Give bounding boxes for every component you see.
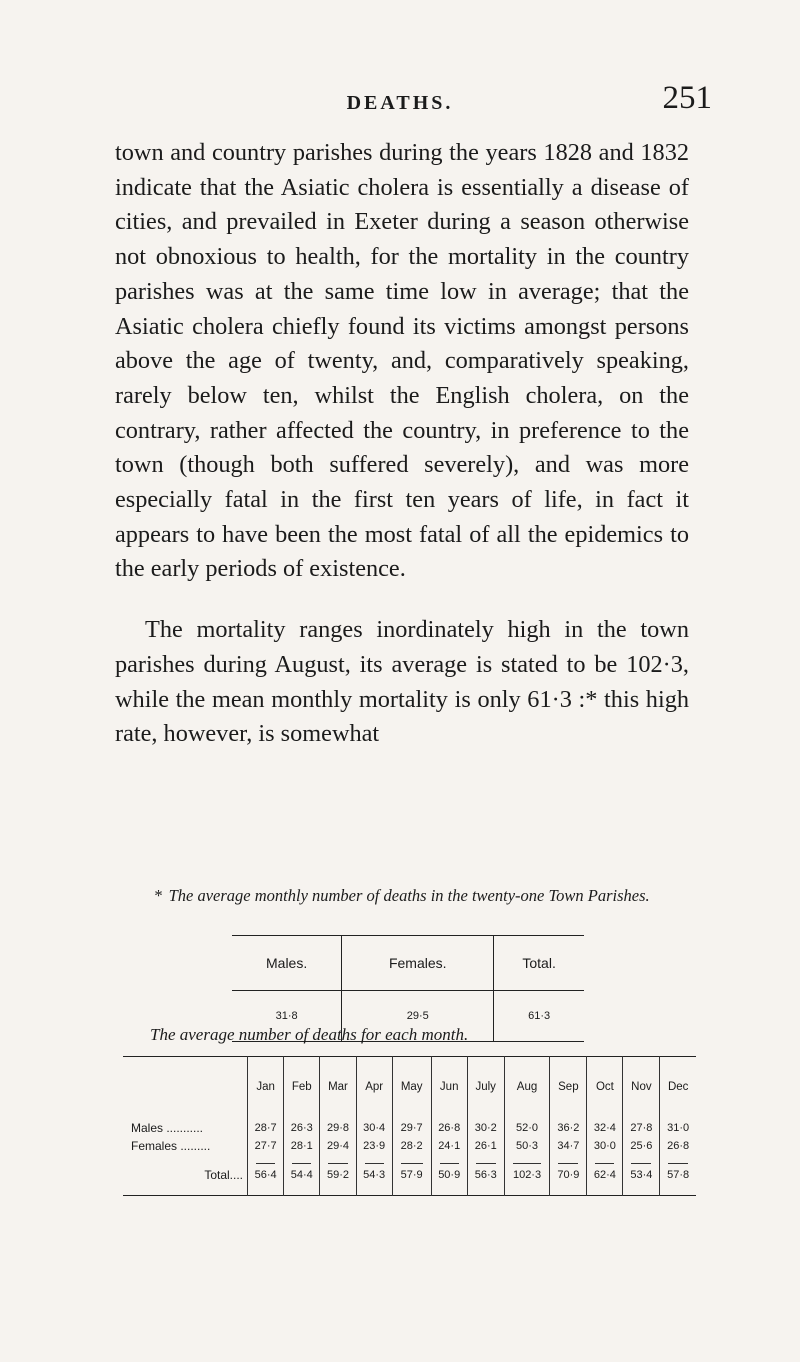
month-header: Nov <box>623 1057 660 1118</box>
corner-cell <box>123 1057 248 1118</box>
table-cell: 29·8 <box>320 1117 356 1137</box>
table-cell: 23·9 <box>356 1137 392 1155</box>
table-cell: 50·3 <box>504 1137 550 1155</box>
table-cell: 54·4 <box>284 1155 320 1196</box>
row-label: Males ........... <box>131 1121 204 1135</box>
table-cell: 30·0 <box>587 1137 623 1155</box>
table-cell: 62·4 <box>587 1155 623 1196</box>
table-cell: 26·3 <box>284 1117 320 1137</box>
paragraph: town and country parishes during the years 1828 and 1832 indicate that the Asiatic cholera is essentially a disease of cities, and prevailed in Exeter during a season otherwise not obnoxious to health, for the mortality in the country parishes was at the same time low in average; that the Asiatic cholera chiefly found its victims amongst persons above the age of twenty, and, comparatively speaking, rarely below ten, whilst the English cholera, on the contrary, rather affected the country, in preference to the town (though both suffered severely), and was more especially fatal in the first ten years of life, in fact it appears to have been the most fatal of all the epidemics to the early periods of existence. <box>115 139 689 583</box>
body-text <box>115 136 689 752</box>
table-cell: 28·1 <box>284 1137 320 1155</box>
table-cell: 102·3 <box>504 1155 550 1196</box>
summary-header: Total. <box>494 936 584 991</box>
table-cell: 28·2 <box>392 1137 431 1155</box>
table-cell: 57·8 <box>660 1155 696 1196</box>
month-header: July <box>467 1057 504 1118</box>
monthly-table <box>123 1056 696 1196</box>
table-cell: 56·4 <box>248 1155 284 1196</box>
table-cell: 24·1 <box>431 1137 467 1155</box>
table-cell: 34·7 <box>550 1137 587 1155</box>
row-label: Total.... <box>204 1168 243 1182</box>
month-header: May <box>392 1057 431 1118</box>
table-row <box>123 1137 696 1155</box>
paragraph: The mortality ranges inordinately high in the town parishes during August, its average is stated to be 102·3, while the mean monthly mortality is only 61·3 :* this high rate, however, is somewhat <box>115 616 689 748</box>
summary-header: Females. <box>342 936 494 991</box>
table-cell: 29·7 <box>392 1117 431 1137</box>
table-cell: 30·4 <box>356 1117 392 1137</box>
table-row <box>123 1155 696 1196</box>
table-cell: 57·9 <box>392 1155 431 1196</box>
table-row <box>123 1117 696 1137</box>
month-header: Mar <box>320 1057 356 1118</box>
summary-value: 29·5 <box>342 991 494 1042</box>
page-number: 251 <box>662 80 712 116</box>
table-cell: 26·1 <box>467 1137 504 1155</box>
table-cell: 28·7 <box>248 1117 284 1137</box>
month-header: Sep <box>550 1057 587 1118</box>
footnote-marker: * <box>154 886 163 905</box>
monthly-table-caption: The average number of deaths for each month. <box>150 1025 469 1044</box>
table-cell: 27·7 <box>248 1137 284 1155</box>
table-cell: 32·4 <box>587 1117 623 1137</box>
summary-value: 31·8 <box>232 991 342 1042</box>
month-header: Apr <box>356 1057 392 1118</box>
month-header: Aug <box>504 1057 550 1118</box>
table-cell: 56·3 <box>467 1155 504 1196</box>
summary-value: 61·3 <box>494 991 584 1042</box>
table-cell: 52·0 <box>504 1117 550 1137</box>
table-cell: 50·9 <box>431 1155 467 1196</box>
table-cell: 70·9 <box>550 1155 587 1196</box>
table-cell: 29·4 <box>320 1137 356 1155</box>
table-cell: 36·2 <box>550 1117 587 1137</box>
table-cell: 31·0 <box>660 1117 696 1137</box>
table-cell: 54·3 <box>356 1155 392 1196</box>
month-header: Feb <box>284 1057 320 1118</box>
month-header: Oct <box>587 1057 623 1118</box>
table-cell: 53·4 <box>623 1155 660 1196</box>
table-cell: 30·2 <box>467 1117 504 1137</box>
running-head: DEATHS. <box>346 92 454 114</box>
table-cell: 59·2 <box>320 1155 356 1196</box>
month-header: Dec <box>660 1057 696 1118</box>
table-cell: 27·8 <box>623 1117 660 1137</box>
row-label: Females ......... <box>131 1139 211 1153</box>
footnote-text: The average monthly number of deaths in the twenty-one Town Parishes. <box>168 886 650 905</box>
table-cell: 26·8 <box>431 1117 467 1137</box>
footnote <box>115 886 689 906</box>
month-header: Jan <box>248 1057 284 1118</box>
table-cell: 25·6 <box>623 1137 660 1155</box>
month-header: Jun <box>431 1057 467 1118</box>
table-cell: 26·8 <box>660 1137 696 1155</box>
summary-header: Males. <box>232 936 342 991</box>
